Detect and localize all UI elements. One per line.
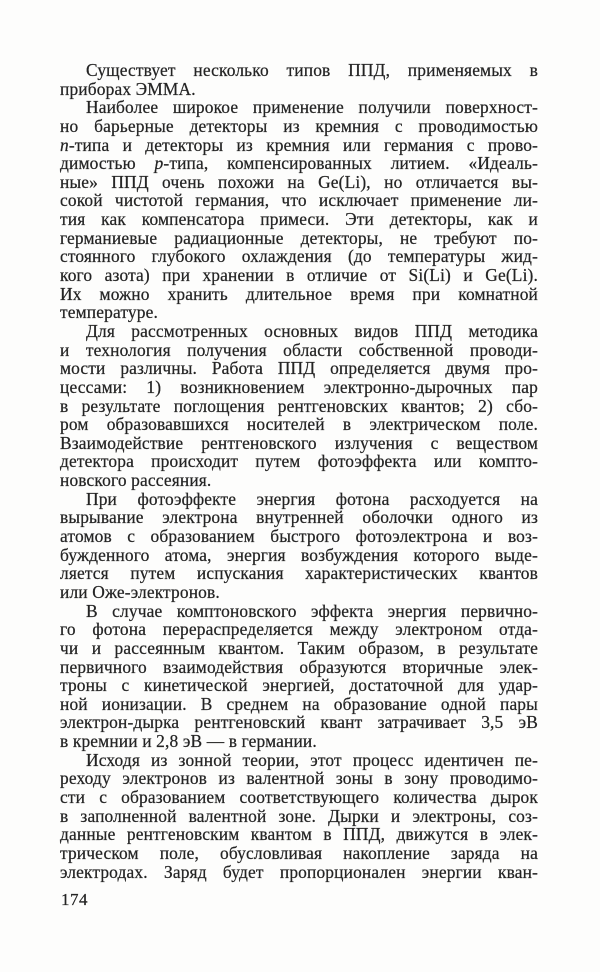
text-line — [60, 639, 538, 658]
text-block — [60, 61, 538, 881]
text-segment: мости различны. Работа ППД определяется двумя про- — [60, 358, 538, 379]
text-segment: детектора происходит путем фотоэффекта или компто- — [60, 451, 538, 472]
text-segment: кого азота) при хранении в отличие от Si(Li) и Ge(Li). — [60, 265, 538, 286]
text-line — [60, 173, 538, 192]
text-line — [60, 825, 538, 844]
text-segment: первичного взаимодействия образуются вторичные элек- — [60, 656, 538, 677]
text-segment: электрон-дырка рентгеновский квант затрачивает 3,5 эВ — [60, 712, 538, 733]
text-segment: сокой чистотой германия, что исключает применение ли- — [60, 190, 538, 211]
text-line — [60, 266, 538, 285]
text-line — [60, 695, 538, 714]
text-segment: трическом поле, обусловливая накопление заряда на — [60, 842, 538, 863]
text-segment: электродах. Заряд будет пропорционален энергии кван- — [60, 861, 538, 882]
text-line — [60, 732, 538, 751]
text-line — [60, 583, 538, 602]
text-line — [60, 713, 538, 732]
text-line — [60, 564, 538, 583]
text-line — [60, 191, 538, 210]
text-segment: и технология получения области собственной проводи- — [60, 339, 538, 360]
text-line — [60, 490, 538, 509]
text-segment: чи и рассеянным квантом. Таким образом, в результате — [60, 637, 538, 658]
text-line — [60, 527, 538, 546]
text-line — [60, 602, 538, 621]
text-line — [60, 210, 538, 229]
text-segment: вырывание электрона внутренней оболочки одного из — [60, 507, 538, 528]
text-line — [60, 676, 538, 695]
text-segment: При фотоэффекте энергия фотона расходуется на — [86, 488, 538, 509]
text-line — [60, 154, 538, 173]
text-segment: Их можно хранить длительное время при комнатной — [60, 283, 538, 304]
text-segment: ром образовавшихся носителей в электрическом поле. — [60, 414, 538, 435]
text-line — [60, 471, 538, 490]
text-line — [60, 452, 538, 471]
text-line — [60, 61, 538, 80]
text-line — [60, 769, 538, 788]
text-line — [60, 508, 538, 527]
text-segment: бужденного атома, энергия возбуждения которого выде- — [60, 544, 538, 565]
text-line — [60, 434, 538, 453]
text-segment: или Оже-электронов. — [60, 581, 220, 602]
text-line — [60, 322, 538, 341]
text-line — [60, 788, 538, 807]
text-segment: Наиболее широкое применение получили поверхност- — [86, 97, 538, 118]
text-segment: тия как компенсатора примеси. Эти детекторы, как и — [60, 209, 538, 230]
italic-symbol: n — [60, 134, 69, 155]
text-segment: сти с образованием соответствующего количества дырок — [60, 786, 538, 807]
text-segment: Исходя из зонной теории, этот процесс идентичен пе- — [86, 749, 538, 770]
text-line — [60, 247, 538, 266]
text-line — [60, 415, 538, 434]
text-segment: Существует несколько типов ППД, применяемых в — [86, 60, 538, 80]
text-segment: ной ионизации. В среднем на образование одной пары — [60, 693, 538, 714]
text-segment: новского рассеяния. — [60, 470, 212, 491]
text-line — [60, 98, 538, 117]
text-segment: -типа, компенсированных литием. «Идеаль- — [163, 153, 538, 174]
text-line — [60, 303, 538, 322]
text-line — [60, 844, 538, 863]
text-line — [60, 285, 538, 304]
text-segment: германиевые радиационные детекторы, не требуют по- — [60, 227, 538, 248]
text-segment: Взаимодействие рентгеновского излучения с веществом — [60, 432, 538, 453]
text-segment: температуре. — [60, 302, 158, 323]
text-line — [60, 658, 538, 677]
text-segment: данные рентгеновским квантом в ППД, движутся в элек- — [60, 824, 538, 845]
text-line — [60, 397, 538, 416]
text-segment: но барьерные детекторы из кремния с проводимостью — [60, 115, 538, 136]
text-segment: стоянного глубокого охлаждения (до температуры жид- — [60, 246, 538, 267]
text-line — [60, 546, 538, 565]
text-line — [60, 378, 538, 397]
text-segment: Для рассмотренных основных видов ППД методика — [86, 320, 538, 341]
text-line — [60, 620, 538, 639]
text-line — [60, 136, 538, 155]
text-segment: атомов с образованием быстрого фотоэлектрона и воз- — [60, 526, 538, 547]
text-segment: в кремнии и 2,8 эВ — в германии. — [60, 731, 317, 752]
text-segment: го фотона перераспределяется между электроном отда- — [60, 619, 538, 640]
text-line — [60, 341, 538, 360]
text-line — [60, 80, 538, 99]
text-line — [60, 117, 538, 136]
page-number: 174 — [61, 890, 88, 909]
text-segment: в результате поглощения рентгеновских квантов; 2) сбо- — [60, 395, 538, 416]
text-line — [60, 807, 538, 826]
text-segment: ные» ППД очень похожи на Ge(Li), но отличается вы- — [60, 171, 538, 192]
text-segment: реходу электронов из валентной зоны в зону проводимо- — [60, 768, 538, 789]
text-segment: приборах ЭММА. — [60, 78, 196, 99]
text-line — [60, 751, 538, 770]
text-line — [60, 229, 538, 248]
text-segment: в заполненной валентной зоне. Дырки и электроны, соз- — [60, 805, 538, 826]
text-segment: димостью — [60, 153, 155, 174]
text-segment: В случае комптоновского эффекта энергия первично- — [86, 600, 538, 621]
text-segment: ляется путем испускания характеристических квантов — [60, 563, 538, 584]
text-segment: цессами: 1) возникновением электронно-дырочных пар — [60, 376, 538, 397]
text-segment: -типа и детекторы из кремния или германия с прово- — [68, 134, 538, 155]
italic-symbol: p — [154, 153, 164, 174]
text-segment: троны с кинетической энергией, достаточной для удар- — [60, 675, 538, 696]
text-line — [60, 863, 538, 882]
text-line — [60, 359, 538, 378]
